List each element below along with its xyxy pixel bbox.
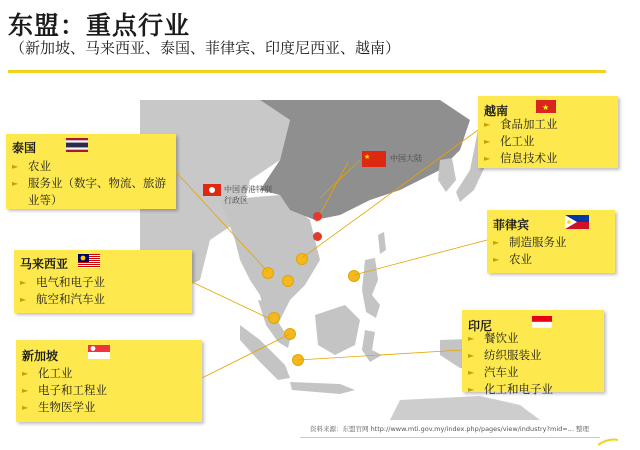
vietnam-title: 越南 [484, 104, 509, 118]
singapore-item-1: ► 化工业 [20, 365, 196, 382]
philippines-item-2: ► 农业 [491, 251, 613, 268]
svg-text:★: ★ [364, 153, 371, 161]
source-note: 资料来源：东盟官网 http://www.mti.gov.my/index.php/pages/view/industry?mid=... 整理 [310, 425, 589, 433]
singapore-title: 新加坡 [22, 349, 59, 363]
indonesia-title: 印尼 [468, 319, 493, 333]
singapore-item-2: ► 电子和工程业 [20, 382, 196, 399]
thailand-title: 泰国 [12, 141, 37, 155]
bottom-divider [300, 437, 600, 438]
indonesia-item-3: ► 汽车业 [466, 364, 604, 381]
philippines-item-1: ► 制造服务业 [491, 234, 613, 251]
china-label: 中国大陆 [390, 154, 422, 163]
malaysia-title: 马来西亚 [20, 257, 69, 271]
indonesia-item-2: ► 纺织服装业 [466, 347, 604, 364]
vietnam-item-2: ► 化工业 [482, 133, 614, 150]
thailand-item-1: ► 农业 [10, 158, 170, 175]
malaysia-item-1: ► 电气和电子业 [18, 274, 188, 291]
swoosh-mark-icon [598, 438, 618, 446]
svg-text:★: ★ [542, 103, 550, 112]
page-title: 东盟：重点行业 [8, 11, 191, 40]
singapore-item-3: ► 生物医学业 [20, 399, 196, 416]
thailand-item-2: ► 服务业（数字、物流、旅游业等） [10, 175, 170, 209]
vietnam-item-1: ► 食品加工业 [482, 116, 614, 133]
indonesia-item-4: ► 化工和电子业 [466, 381, 604, 398]
philippines-title: 菲律宾 [493, 218, 530, 232]
indonesia-item-1: ► 餐饮业 [466, 330, 604, 347]
page-subtitle: （新加坡、马来西亚、泰国、菲律宾、印度尼西亚、越南） [10, 39, 401, 57]
hongkong-label: 中国香港特别行政区 [224, 185, 272, 205]
malaysia-item-2: ► 航空和汽车业 [18, 291, 188, 308]
vietnam-item-3: ► 信息技术业 [482, 150, 614, 167]
